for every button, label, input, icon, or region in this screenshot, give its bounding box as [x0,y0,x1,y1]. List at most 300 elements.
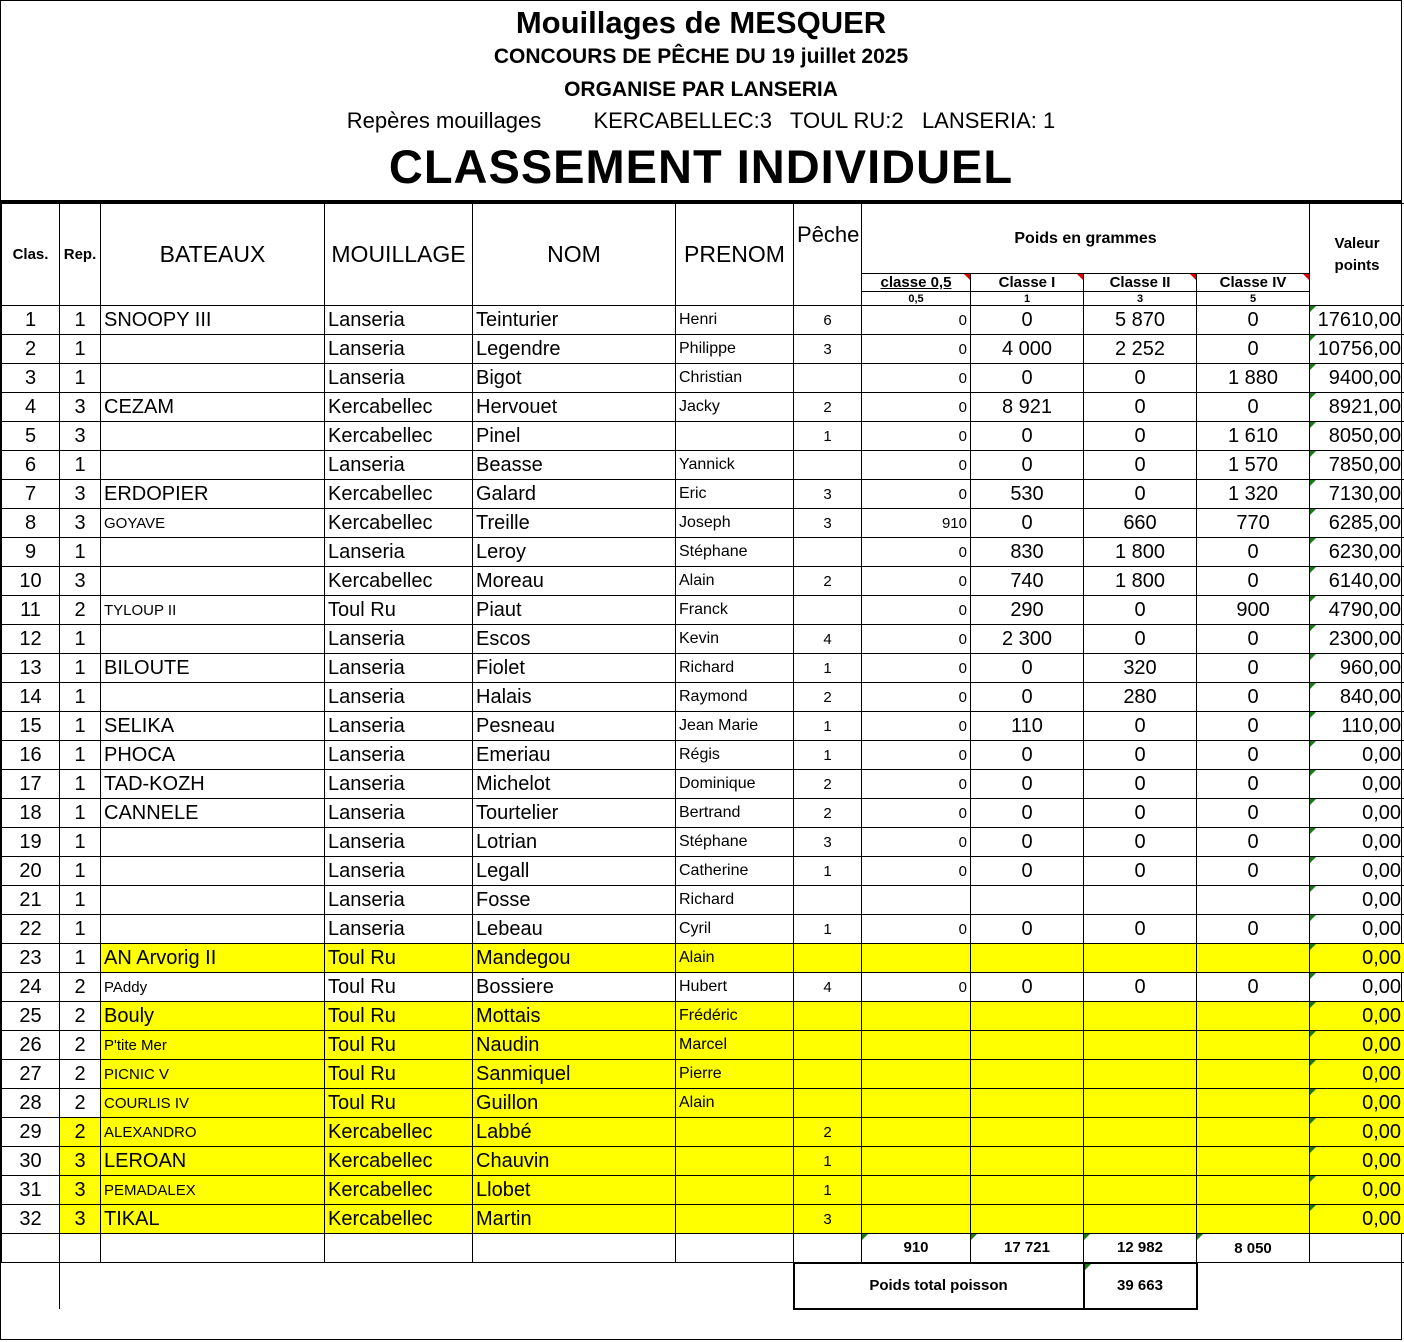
cell-valeur[interactable]: 0,00 [1310,886,1404,915]
cell-class05[interactable]: 0 [862,306,971,335]
cell-class2[interactable] [1084,1002,1197,1031]
cell-class05[interactable]: 0 [862,596,971,625]
cell-bateau[interactable]: PAddy [101,973,325,1002]
cell-valeur[interactable]: 840,00 [1310,683,1404,712]
cell-class05[interactable]: 0 [862,857,971,886]
cell-bateau[interactable]: BILOUTE [101,654,325,683]
cell-rep[interactable]: 1 [60,944,101,973]
cell-bateau[interactable]: ALEXANDRO [101,1118,325,1147]
col-peche-header[interactable]: Pêche [794,204,862,306]
cell-bateau[interactable] [101,886,325,915]
cell-mouillage[interactable]: Toul Ru [325,973,473,1002]
cell-class1[interactable] [971,1147,1084,1176]
class-05-header[interactable]: classe 0,5 [862,274,971,292]
cell-class1[interactable]: 0 [971,741,1084,770]
cell-rep[interactable]: 1 [60,654,101,683]
cell-prenom[interactable]: Yannick [676,451,794,480]
cell-peche[interactable] [794,1031,862,1060]
cell-peche[interactable]: 4 [794,625,862,654]
cell-nom[interactable]: Bossiere [473,973,676,1002]
cell-class1[interactable]: 0 [971,654,1084,683]
cell-bateau[interactable] [101,828,325,857]
cell-prenom[interactable]: Alain [676,1089,794,1118]
cell-class4[interactable]: 1 880 [1197,364,1310,393]
cell-class1[interactable]: 0 [971,364,1084,393]
cell-class2[interactable] [1084,1147,1197,1176]
cell-nom[interactable]: Teinturier [473,306,676,335]
cell-valeur[interactable]: 0,00 [1310,1147,1404,1176]
cell-valeur[interactable]: 0,00 [1310,944,1404,973]
cell-valeur[interactable]: 0,00 [1310,1176,1404,1205]
cell-nom[interactable]: Pesneau [473,712,676,741]
cell-clas[interactable]: 24 [2,973,60,1002]
cell-valeur[interactable]: 8921,00 [1310,393,1404,422]
cell-rep[interactable]: 1 [60,712,101,741]
cell-prenom[interactable]: Jacky [676,393,794,422]
cell-rep[interactable]: 3 [60,422,101,451]
cell-prenom[interactable]: Frédéric [676,1002,794,1031]
cell-class1[interactable] [971,1176,1084,1205]
cell-mouillage[interactable]: Lanseria [325,683,473,712]
cell-rep[interactable]: 1 [60,451,101,480]
cell-class4[interactable] [1197,1060,1310,1089]
cell-prenom[interactable]: Eric [676,480,794,509]
cell-class4[interactable]: 0 [1197,741,1310,770]
cell-class4[interactable] [1197,944,1310,973]
cell-prenom[interactable]: Philippe [676,335,794,364]
cell-class2[interactable]: 0 [1084,364,1197,393]
cell-class4[interactable]: 0 [1197,393,1310,422]
cell-peche[interactable] [794,944,862,973]
cell-valeur[interactable]: 2300,00 [1310,625,1404,654]
cell-nom[interactable]: Chauvin [473,1147,676,1176]
cell-bateau[interactable] [101,538,325,567]
cell-mouillage[interactable]: Lanseria [325,451,473,480]
cell-mouillage[interactable]: Toul Ru [325,1002,473,1031]
cell-nom[interactable]: Emeriau [473,741,676,770]
cell-rep[interactable]: 2 [60,1002,101,1031]
cell-rep[interactable]: 2 [60,596,101,625]
cell-class2[interactable]: 0 [1084,393,1197,422]
cell-mouillage[interactable]: Kercabellec [325,567,473,596]
cell-class4[interactable]: 0 [1197,828,1310,857]
cell-class4[interactable]: 0 [1197,335,1310,364]
cell-peche[interactable] [794,596,862,625]
cell-rep[interactable]: 1 [60,306,101,335]
cell-valeur[interactable]: 7130,00 [1310,480,1404,509]
cell-bateau[interactable] [101,915,325,944]
cell-prenom[interactable]: Cyril [676,915,794,944]
cell-peche[interactable]: 3 [794,828,862,857]
cell-nom[interactable]: Mottais [473,1002,676,1031]
cell-bateau[interactable] [101,364,325,393]
cell-class4[interactable] [1197,1205,1310,1234]
cell-class05[interactable]: 0 [862,364,971,393]
cell-valeur[interactable]: 0,00 [1310,799,1404,828]
cell-rep[interactable]: 1 [60,741,101,770]
cell-rep[interactable]: 1 [60,335,101,364]
cell-clas[interactable]: 26 [2,1031,60,1060]
cell-clas[interactable]: 15 [2,712,60,741]
cell-clas[interactable]: 31 [2,1176,60,1205]
cell-valeur[interactable]: 0,00 [1310,857,1404,886]
cell-class05[interactable] [862,1118,971,1147]
cell-clas[interactable]: 6 [2,451,60,480]
cell-prenom[interactable]: Henri [676,306,794,335]
cell-prenom[interactable]: Raymond [676,683,794,712]
cell-valeur[interactable]: 0,00 [1310,770,1404,799]
cell-class2[interactable]: 1 800 [1084,538,1197,567]
total-c2[interactable]: 12 982 [1084,1234,1197,1263]
cell-peche[interactable] [794,886,862,915]
cell-peche[interactable]: 2 [794,799,862,828]
cell-class05[interactable]: 0 [862,828,971,857]
cell-class2[interactable] [1084,1031,1197,1060]
cell-class2[interactable] [1084,886,1197,915]
cell-class4[interactable] [1197,1118,1310,1147]
cell-nom[interactable]: Fosse [473,886,676,915]
cell-peche[interactable]: 1 [794,654,862,683]
cell-clas[interactable]: 16 [2,741,60,770]
cell-bateau[interactable]: SELIKA [101,712,325,741]
cell-rep[interactable]: 2 [60,1060,101,1089]
cell-prenom[interactable] [676,422,794,451]
cell-class05[interactable]: 0 [862,480,971,509]
cell-valeur[interactable]: 0,00 [1310,1060,1404,1089]
cell-nom[interactable]: Beasse [473,451,676,480]
cell-class2[interactable] [1084,1089,1197,1118]
poids-total-value[interactable]: 39 663 [1084,1263,1197,1309]
cell-class1[interactable]: 0 [971,828,1084,857]
col-bateaux-header[interactable]: BATEAUX [101,204,325,306]
cell-prenom[interactable]: Hubert [676,973,794,1002]
cell-bateau[interactable]: PICNIC V [101,1060,325,1089]
cell-nom[interactable]: Sanmiquel [473,1060,676,1089]
cell-class1[interactable]: 0 [971,451,1084,480]
cell-clas[interactable]: 7 [2,480,60,509]
col-rep-header[interactable]: Rep. [60,204,101,306]
cell-class1[interactable]: 8 921 [971,393,1084,422]
col-prenom-header[interactable]: PRENOM [676,204,794,306]
cell-prenom[interactable]: Marcel [676,1031,794,1060]
cell-nom[interactable]: Labbé [473,1118,676,1147]
cell-class05[interactable] [862,1002,971,1031]
cell-peche[interactable]: 2 [794,567,862,596]
cell-class4[interactable] [1197,1031,1310,1060]
cell-class1[interactable]: 0 [971,509,1084,538]
cell-nom[interactable]: Moreau [473,567,676,596]
cell-clas[interactable]: 8 [2,509,60,538]
cell-mouillage[interactable]: Lanseria [325,915,473,944]
cell-valeur[interactable]: 0,00 [1310,828,1404,857]
cell-mouillage[interactable]: Toul Ru [325,1031,473,1060]
totals-empty[interactable] [2,1234,60,1263]
cell-bateau[interactable]: COURLIS IV [101,1089,325,1118]
cell-prenom[interactable] [676,1118,794,1147]
cell-bateau[interactable]: CANNELE [101,799,325,828]
cell-rep[interactable]: 1 [60,915,101,944]
total-c05[interactable]: 910 [862,1234,971,1263]
cell-class05[interactable]: 0 [862,654,971,683]
cell-nom[interactable]: Halais [473,683,676,712]
cell-clas[interactable]: 23 [2,944,60,973]
cell-mouillage[interactable]: Lanseria [325,364,473,393]
cell-class4[interactable]: 0 [1197,973,1310,1002]
cell-class4[interactable]: 0 [1197,857,1310,886]
cell-class2[interactable]: 0 [1084,741,1197,770]
cell-rep[interactable]: 1 [60,886,101,915]
cell-mouillage[interactable]: Kercabellec [325,422,473,451]
cell-class4[interactable] [1197,886,1310,915]
cell-clas[interactable]: 9 [2,538,60,567]
cell-prenom[interactable] [676,1176,794,1205]
cell-rep[interactable]: 2 [60,1031,101,1060]
cell-valeur[interactable]: 0,00 [1310,1205,1404,1234]
cell-prenom[interactable]: Franck [676,596,794,625]
cell-clas[interactable]: 1 [2,306,60,335]
cell-class4[interactable]: 1 320 [1197,480,1310,509]
cell-peche[interactable]: 3 [794,480,862,509]
cell-mouillage[interactable]: Kercabellec [325,1176,473,1205]
cell-nom[interactable]: Llobet [473,1176,676,1205]
cell-mouillage[interactable]: Lanseria [325,306,473,335]
cell-valeur[interactable]: 10756,00 [1310,335,1404,364]
cell-rep[interactable]: 1 [60,625,101,654]
cell-mouillage[interactable]: Lanseria [325,770,473,799]
cell-class05[interactable]: 910 [862,509,971,538]
total-c1[interactable]: 17 721 [971,1234,1084,1263]
cell-rep[interactable]: 3 [60,1147,101,1176]
cell-mouillage[interactable]: Kercabellec [325,393,473,422]
cell-class2[interactable]: 0 [1084,915,1197,944]
cell-clas[interactable]: 13 [2,654,60,683]
cell-class2[interactable] [1084,944,1197,973]
cell-prenom[interactable]: Catherine [676,857,794,886]
cell-bateau[interactable]: P'tite Mer [101,1031,325,1060]
cell-valeur[interactable]: 6140,00 [1310,567,1404,596]
cell-class2[interactable]: 1 800 [1084,567,1197,596]
cell-clas[interactable]: 19 [2,828,60,857]
cell-rep[interactable]: 1 [60,828,101,857]
cell-class1[interactable] [971,1002,1084,1031]
cell-valeur[interactable]: 0,00 [1310,741,1404,770]
cell-mouillage[interactable]: Lanseria [325,335,473,364]
cell-valeur[interactable]: 110,00 [1310,712,1404,741]
cell-peche[interactable]: 1 [794,915,862,944]
cell-valeur[interactable]: 8050,00 [1310,422,1404,451]
cell-clas[interactable]: 21 [2,886,60,915]
cell-bateau[interactable]: TYLOUP II [101,596,325,625]
cell-bateau[interactable] [101,451,325,480]
cell-class05[interactable]: 0 [862,799,971,828]
cell-nom[interactable]: Legall [473,857,676,886]
cell-mouillage[interactable]: Kercabellec [325,480,473,509]
cell-class4[interactable]: 0 [1197,567,1310,596]
cell-clas[interactable]: 32 [2,1205,60,1234]
cell-class4[interactable]: 1 570 [1197,451,1310,480]
cell-nom[interactable]: Legendre [473,335,676,364]
cell-peche[interactable]: 4 [794,973,862,1002]
cell-class1[interactable] [971,886,1084,915]
cell-class2[interactable]: 0 [1084,625,1197,654]
cell-bateau[interactable] [101,567,325,596]
cell-class05[interactable] [862,1147,971,1176]
cell-mouillage[interactable]: Toul Ru [325,1060,473,1089]
cell-prenom[interactable] [676,1205,794,1234]
cell-class05[interactable]: 0 [862,451,971,480]
cell-class05[interactable] [862,1031,971,1060]
cell-class2[interactable]: 0 [1084,596,1197,625]
cell-prenom[interactable]: Jean Marie [676,712,794,741]
cell-valeur[interactable]: 6285,00 [1310,509,1404,538]
cell-prenom[interactable]: Alain [676,944,794,973]
cell-rep[interactable]: 1 [60,364,101,393]
cell-clas[interactable]: 27 [2,1060,60,1089]
cell-clas[interactable]: 12 [2,625,60,654]
cell-rep[interactable]: 3 [60,1205,101,1234]
cell-valeur[interactable]: 6230,00 [1310,538,1404,567]
cell-peche[interactable] [794,451,862,480]
cell-class1[interactable] [971,1118,1084,1147]
cell-bateau[interactable] [101,335,325,364]
cell-class1[interactable]: 110 [971,712,1084,741]
cell-class4[interactable] [1197,1089,1310,1118]
cell-peche[interactable] [794,1002,862,1031]
cell-class2[interactable]: 5 870 [1084,306,1197,335]
cell-nom[interactable]: Pinel [473,422,676,451]
cell-nom[interactable]: Galard [473,480,676,509]
cell-class05[interactable]: 0 [862,538,971,567]
cell-bateau[interactable]: PHOCA [101,741,325,770]
cell-prenom[interactable]: Kevin [676,625,794,654]
cell-valeur[interactable]: 9400,00 [1310,364,1404,393]
cell-class05[interactable]: 0 [862,712,971,741]
cell-class2[interactable]: 280 [1084,683,1197,712]
cell-nom[interactable]: Leroy [473,538,676,567]
class-4-header[interactable]: Classe IV [1197,274,1310,292]
cell-class05[interactable]: 0 [862,770,971,799]
cell-peche[interactable]: 2 [794,683,862,712]
cell-prenom[interactable]: Stéphane [676,828,794,857]
cell-peche[interactable]: 1 [794,1176,862,1205]
cell-bateau[interactable]: LEROAN [101,1147,325,1176]
cell-mouillage[interactable]: Lanseria [325,654,473,683]
cell-peche[interactable]: 1 [794,857,862,886]
cell-mouillage[interactable]: Lanseria [325,799,473,828]
cell-prenom[interactable]: Alain [676,567,794,596]
cell-class05[interactable] [862,886,971,915]
cell-nom[interactable]: Bigot [473,364,676,393]
cell-mouillage[interactable]: Kercabellec [325,509,473,538]
cell-valeur[interactable]: 4790,00 [1310,596,1404,625]
cell-nom[interactable]: Escos [473,625,676,654]
cell-peche[interactable]: 3 [794,509,862,538]
cell-class05[interactable]: 0 [862,335,971,364]
cell-mouillage[interactable]: Kercabellec [325,1118,473,1147]
cell-bateau[interactable]: CEZAM [101,393,325,422]
cell-class2[interactable]: 0 [1084,973,1197,1002]
cell-class05[interactable]: 0 [862,973,971,1002]
cell-valeur[interactable]: 0,00 [1310,915,1404,944]
cell-mouillage[interactable]: Kercabellec [325,1205,473,1234]
cell-mouillage[interactable]: Lanseria [325,712,473,741]
cell-rep[interactable]: 2 [60,1118,101,1147]
cell-class1[interactable]: 830 [971,538,1084,567]
cell-class05[interactable] [862,944,971,973]
cell-class4[interactable]: 0 [1197,770,1310,799]
cell-rep[interactable]: 3 [60,509,101,538]
cell-rep[interactable]: 2 [60,973,101,1002]
cell-prenom[interactable]: Bertrand [676,799,794,828]
cell-valeur[interactable]: 0,00 [1310,1031,1404,1060]
cell-clas[interactable]: 30 [2,1147,60,1176]
cell-class2[interactable]: 0 [1084,480,1197,509]
cell-class05[interactable]: 0 [862,567,971,596]
cell-rep[interactable]: 3 [60,1176,101,1205]
cell-class05[interactable]: 0 [862,741,971,770]
cell-class1[interactable]: 0 [971,799,1084,828]
cell-mouillage[interactable]: Toul Ru [325,944,473,973]
cell-clas[interactable]: 4 [2,393,60,422]
cell-peche[interactable]: 1 [794,1147,862,1176]
cell-mouillage[interactable]: Lanseria [325,625,473,654]
cell-bateau[interactable] [101,857,325,886]
cell-peche[interactable]: 2 [794,770,862,799]
cell-peche[interactable]: 6 [794,306,862,335]
cell-class05[interactable]: 0 [862,393,971,422]
cell-bateau[interactable] [101,625,325,654]
cell-class05[interactable]: 0 [862,683,971,712]
cell-class2[interactable]: 0 [1084,422,1197,451]
cell-prenom[interactable]: Stéphane [676,538,794,567]
cell-peche[interactable]: 3 [794,1205,862,1234]
class-1-header[interactable]: Classe I [971,274,1084,292]
cell-nom[interactable]: Lotrian [473,828,676,857]
cell-nom[interactable]: Guillon [473,1089,676,1118]
cell-bateau[interactable]: SNOOPY III [101,306,325,335]
cell-rep[interactable]: 3 [60,393,101,422]
col-mouillage-header[interactable]: MOUILLAGE [325,204,473,306]
cell-mouillage[interactable]: Toul Ru [325,1089,473,1118]
cell-class1[interactable]: 0 [971,306,1084,335]
cell-class4[interactable]: 770 [1197,509,1310,538]
cell-class2[interactable]: 320 [1084,654,1197,683]
cell-class2[interactable]: 660 [1084,509,1197,538]
cell-class1[interactable]: 0 [971,770,1084,799]
cell-class1[interactable]: 0 [971,973,1084,1002]
cell-class1[interactable] [971,944,1084,973]
cell-rep[interactable]: 1 [60,770,101,799]
cell-class05[interactable]: 0 [862,915,971,944]
cell-clas[interactable]: 10 [2,567,60,596]
cell-class05[interactable] [862,1205,971,1234]
cell-mouillage[interactable]: Lanseria [325,741,473,770]
cell-nom[interactable]: Fiolet [473,654,676,683]
cell-class4[interactable]: 0 [1197,712,1310,741]
cell-peche[interactable]: 1 [794,422,862,451]
cell-peche[interactable] [794,538,862,567]
cell-class4[interactable]: 0 [1197,915,1310,944]
cell-class05[interactable]: 0 [862,625,971,654]
cell-prenom[interactable]: Dominique [676,770,794,799]
cell-class4[interactable]: 0 [1197,306,1310,335]
cell-nom[interactable]: Mandegou [473,944,676,973]
cell-class4[interactable]: 0 [1197,683,1310,712]
cell-clas[interactable]: 18 [2,799,60,828]
cell-valeur[interactable]: 0,00 [1310,1089,1404,1118]
cell-class1[interactable]: 0 [971,915,1084,944]
cell-mouillage[interactable]: Lanseria [325,538,473,567]
